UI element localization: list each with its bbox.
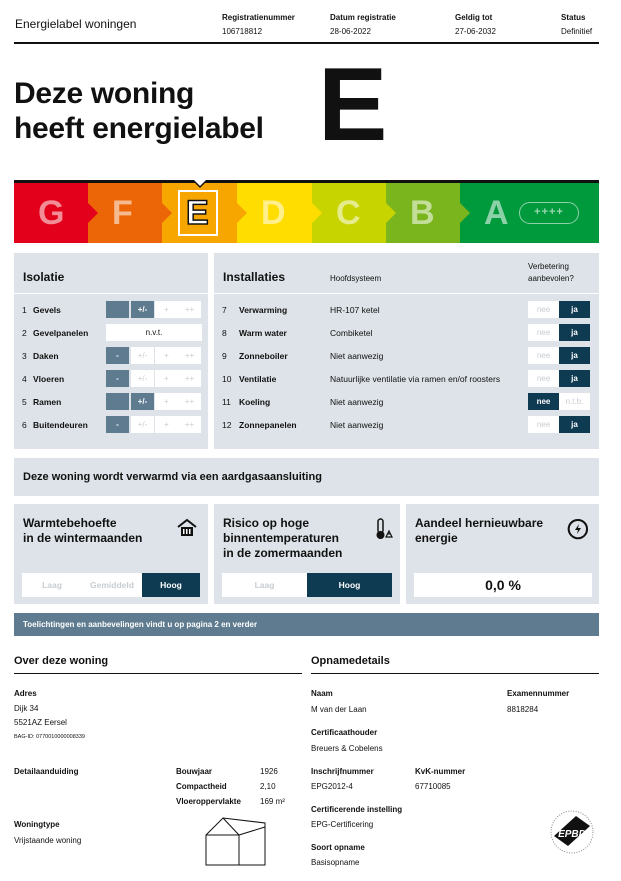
label-segment-a — [460, 183, 599, 243]
risico-option-laag: Laag — [222, 573, 307, 597]
label-segment-b — [386, 183, 460, 243]
svg-text:EPBD: EPBD — [558, 829, 586, 840]
isolatie-row-number: 3 — [22, 351, 27, 361]
over-woning-title: Over deze woning — [14, 655, 109, 667]
label-segment-g — [14, 183, 88, 243]
label-letter-f: F — [112, 193, 133, 232]
hernieuwbaar-title — [415, 516, 543, 546]
detailaanduiding-label: Detailaanduiding — [14, 767, 79, 776]
registration-number-value: 106718812 — [222, 27, 263, 36]
inschrijfnummer-value: EPG2012-4 — [311, 782, 353, 791]
isolatie-row — [14, 393, 208, 410]
examennummer-value: 8818284 — [507, 705, 539, 714]
isolatie-row-name: Gevelpanelen — [33, 328, 89, 338]
isolatie-row-name: Daken — [33, 351, 59, 361]
isolatie-option-cell: + — [155, 416, 178, 433]
valid-until-label: Geldig tot — [455, 13, 493, 22]
isolatie-option-cell: - — [106, 301, 129, 318]
label-letter-b: B — [410, 193, 435, 232]
hero-heading — [14, 76, 264, 146]
isolatie-option-cell: + — [155, 301, 178, 318]
isolatie-option-cell: ++ — [178, 393, 201, 410]
installatie-row-name: Ventilatie — [239, 374, 277, 384]
installatie-row-number: 12 — [222, 420, 232, 430]
heating-banner — [14, 458, 599, 496]
isolatie-panel — [14, 253, 208, 449]
bouwjaar-label: Bouwjaar — [176, 767, 213, 776]
valid-until-value: 27-06-2032 — [455, 27, 496, 36]
detached-house-icon — [203, 815, 269, 867]
installatie-row-system: Niet aanwezig — [330, 397, 384, 407]
isolatie-option-cell: ++ — [178, 347, 201, 364]
certificaathouder-label: Certificaathouder — [311, 728, 378, 737]
naam-label: Naam — [311, 689, 333, 698]
warmte-option-laag: Laag — [22, 573, 82, 597]
document-title: Energielabel woningen — [15, 17, 137, 31]
isolatie-title: Isolatie — [23, 270, 65, 284]
house-heating-icon — [176, 517, 198, 539]
isolatie-option-cell: ++ — [178, 416, 201, 433]
thermometer-icon — [372, 517, 394, 541]
installatie-row — [214, 416, 599, 433]
label-segment-arrow — [386, 203, 396, 223]
installatie-row — [214, 301, 599, 318]
soort-opname-label: Soort opname — [311, 843, 365, 852]
registration-number — [222, 11, 295, 39]
adres-label: Adres — [14, 689, 37, 698]
warmtebehoefte-title-line-1: Warmtebehoefte — [23, 516, 117, 530]
hero-line-1: Deze woning — [14, 77, 195, 110]
verbetering-header-line-1: Verbetering — [528, 262, 569, 271]
label-letter-e: E — [186, 193, 209, 232]
isolatie-option-cell: + — [155, 393, 178, 410]
improvement-option-left: nee — [528, 347, 559, 364]
adres-postcode: 5521AZ Eersel — [14, 718, 67, 727]
kvk-value: 67710085 — [415, 782, 451, 791]
inschrijfnummer-label: Inschrijfnummer — [311, 767, 374, 776]
hernieuwbaar-title-line-2: energie — [415, 531, 458, 545]
label-segment-arrow — [460, 203, 470, 223]
warmte-option-gemiddeld: Gemiddeld — [82, 573, 142, 597]
hoofdsysteem-header: Hoofdsysteem — [330, 274, 382, 283]
installatie-row-name: Warm water — [239, 328, 287, 338]
installaties-panel — [214, 253, 599, 449]
isolatie-row — [14, 416, 208, 433]
examennummer-label: Examennummer — [507, 689, 570, 698]
isolatie-option-cell: - — [106, 347, 129, 364]
label-segment-e — [162, 183, 237, 243]
label-segment-arrow — [312, 203, 322, 223]
installatie-row-system: Niet aanwezig — [330, 351, 384, 361]
isolatie-row — [14, 324, 208, 341]
registration-date-label: Datum registratie — [330, 13, 396, 22]
installatie-row — [214, 393, 599, 410]
explanation-note-text: Toelichtingen en aanbevelingen vindt u op pagina 2 en verder — [23, 620, 258, 629]
isolatie-row-number: 4 — [22, 374, 27, 384]
epbd-logo — [548, 808, 596, 856]
warmtebehoefte-card — [14, 504, 208, 604]
label-letter-c: C — [336, 193, 361, 232]
registration-date — [330, 11, 396, 39]
explanation-note-bar — [14, 613, 599, 636]
kvk-label: KvK-nummer — [415, 767, 466, 776]
over-woning-divider — [14, 673, 302, 674]
certificerende-instelling-label: Certificerende instelling — [311, 805, 403, 814]
isolatie-row — [14, 301, 208, 318]
valid-until — [455, 11, 496, 39]
verbetering-header — [528, 261, 574, 285]
label-segment-arrow — [88, 203, 98, 223]
improvement-option-right: ja — [559, 301, 590, 318]
improvement-option-right: ja — [559, 416, 590, 433]
risico-title-line-3: in de zomermaanden — [223, 546, 343, 560]
installatie-row-name: Verwarming — [239, 305, 288, 315]
label-letter-a: A — [484, 193, 509, 232]
woningtype-label: Woningtype — [14, 820, 60, 829]
risico-title-line-2: binnentemperaturen — [223, 531, 340, 545]
status-value: Definitief — [561, 27, 593, 36]
isolatie-option-cell: +/- — [131, 416, 154, 433]
isolatie-option-cell: +/- — [131, 301, 154, 318]
installatie-row-number: 9 — [222, 351, 227, 361]
naam-value: M van der Laan — [311, 705, 367, 714]
vloeroppervlakte-value: 169 m² — [260, 797, 285, 806]
warmtebehoefte-title — [23, 516, 142, 546]
label-segment-c — [312, 183, 386, 243]
installatie-row-name: Zonneboiler — [239, 351, 288, 361]
installatie-row-system: Natuurlijke ventilatie via ramen en/of roosters — [330, 374, 501, 384]
installatie-row — [214, 370, 599, 387]
installaties-divider — [214, 293, 599, 294]
vloeroppervlakte-label: Vloeroppervlakte — [176, 797, 241, 806]
installaties-title: Installaties — [223, 270, 286, 284]
active-label-outline — [178, 190, 218, 236]
installatie-row-name: Zonnepanelen — [239, 420, 297, 430]
improvement-option-left: nee — [528, 301, 559, 318]
isolatie-option-cell: + — [155, 370, 178, 387]
warmte-option-hoog: Hoog — [142, 573, 200, 597]
installatie-row-number: 11 — [222, 397, 231, 407]
hernieuwbaar-card — [406, 504, 599, 604]
isolatie-divider — [14, 293, 208, 294]
label-segment-d — [237, 183, 312, 243]
improvement-option-right: n.t.b. — [559, 393, 590, 410]
opnamedetails-divider — [311, 673, 599, 674]
compactheid-label: Compactheid — [176, 782, 227, 791]
isolatie-row-value: n.v.t. — [106, 324, 202, 341]
installatie-row-system: Niet aanwezig — [330, 420, 384, 430]
label-plus-pill: ++++ — [519, 202, 579, 224]
improvement-option-left: nee — [528, 416, 559, 433]
isolatie-option-cell: +/- — [131, 393, 154, 410]
installatie-row-name: Koeling — [239, 397, 271, 407]
isolatie-row-number: 6 — [22, 420, 27, 430]
header-divider — [14, 42, 599, 44]
hero-line-2: heeft energielabel — [14, 112, 264, 145]
installatie-row-number: 10 — [222, 374, 232, 384]
installatie-row — [214, 324, 599, 341]
risico-card — [214, 504, 400, 604]
energy-label-letter: E — [318, 47, 388, 163]
improvement-option-right: ja — [559, 324, 590, 341]
isolatie-option-cell: +/- — [131, 347, 154, 364]
soort-opname-value: Basisopname — [311, 858, 360, 867]
hernieuwbaar-title-line-1: Aandeel hernieuwbare — [415, 516, 544, 530]
heating-banner-text: Deze woning wordt verwarmd via een aardgasaansluiting — [23, 471, 322, 483]
adres-street: Dijk 34 — [14, 704, 39, 713]
label-segment-arrow — [237, 203, 247, 223]
improvement-option-right: ja — [559, 370, 590, 387]
verbetering-header-line-2: aanbevolen? — [528, 274, 574, 283]
improvement-option-right: ja — [559, 347, 590, 364]
warmtebehoefte-title-line-2: in de wintermaanden — [23, 531, 143, 545]
isolatie-row — [14, 347, 208, 364]
registration-number-label: Registratienummer — [222, 13, 295, 22]
isolatie-option-cell: - — [106, 416, 129, 433]
installatie-row-number: 7 — [222, 305, 227, 315]
label-letter-d: D — [261, 193, 286, 232]
installatie-row — [214, 347, 599, 364]
registration-date-value: 28-06-2022 — [330, 27, 371, 36]
improvement-option-left: nee — [528, 324, 559, 341]
bag-id: BAG-ID: 0770010000008339 — [14, 734, 85, 740]
isolatie-option-cell: - — [106, 393, 129, 410]
active-label-pointer-inner — [194, 180, 206, 186]
installatie-row-system: Combiketel — [330, 328, 373, 338]
isolatie-row-number: 1 — [22, 305, 27, 315]
energy-label-scale — [14, 183, 599, 243]
certificaathouder-value: Breuers & Cobelens — [311, 744, 383, 753]
bouwjaar-value: 1926 — [260, 767, 278, 776]
improvement-option-left: nee — [528, 370, 559, 387]
renewable-energy-icon — [566, 517, 590, 541]
isolatie-row-name: Ramen — [33, 397, 62, 407]
isolatie-row-number: 5 — [22, 397, 27, 407]
isolatie-row-number: 2 — [22, 328, 27, 338]
isolatie-row-name: Vloeren — [33, 374, 65, 384]
compactheid-value: 2,10 — [260, 782, 276, 791]
improvement-option-left: nee — [528, 393, 559, 410]
label-letter-g: G — [38, 193, 65, 232]
label-segment-f — [88, 183, 162, 243]
risico-option-hoog: Hoog — [307, 573, 392, 597]
isolatie-option-cell: +/- — [131, 370, 154, 387]
risico-title — [223, 516, 342, 561]
isolatie-row — [14, 370, 208, 387]
certificerende-instelling-value: EPG-Certificering — [311, 820, 374, 829]
isolatie-option-cell: ++ — [178, 370, 201, 387]
label-segment-arrow — [162, 203, 172, 223]
opnamedetails-title: Opnamedetails — [311, 655, 390, 667]
isolatie-row-name: Gevels — [33, 305, 61, 315]
isolatie-row-name: Buitendeuren — [33, 420, 88, 430]
installatie-row-number: 8 — [222, 328, 227, 338]
isolatie-option-cell: - — [106, 370, 129, 387]
woningtype-value: Vrijstaande woning — [14, 836, 82, 845]
isolatie-option-cell: ++ — [178, 301, 201, 318]
risico-title-line-1: Risico op hoge — [223, 516, 310, 530]
status — [561, 11, 592, 39]
status-label: Status — [561, 13, 586, 22]
installatie-row-system: HR-107 ketel — [330, 305, 380, 315]
isolatie-option-cell: + — [155, 347, 178, 364]
hernieuwbaar-value: 0,0 % — [414, 573, 592, 597]
